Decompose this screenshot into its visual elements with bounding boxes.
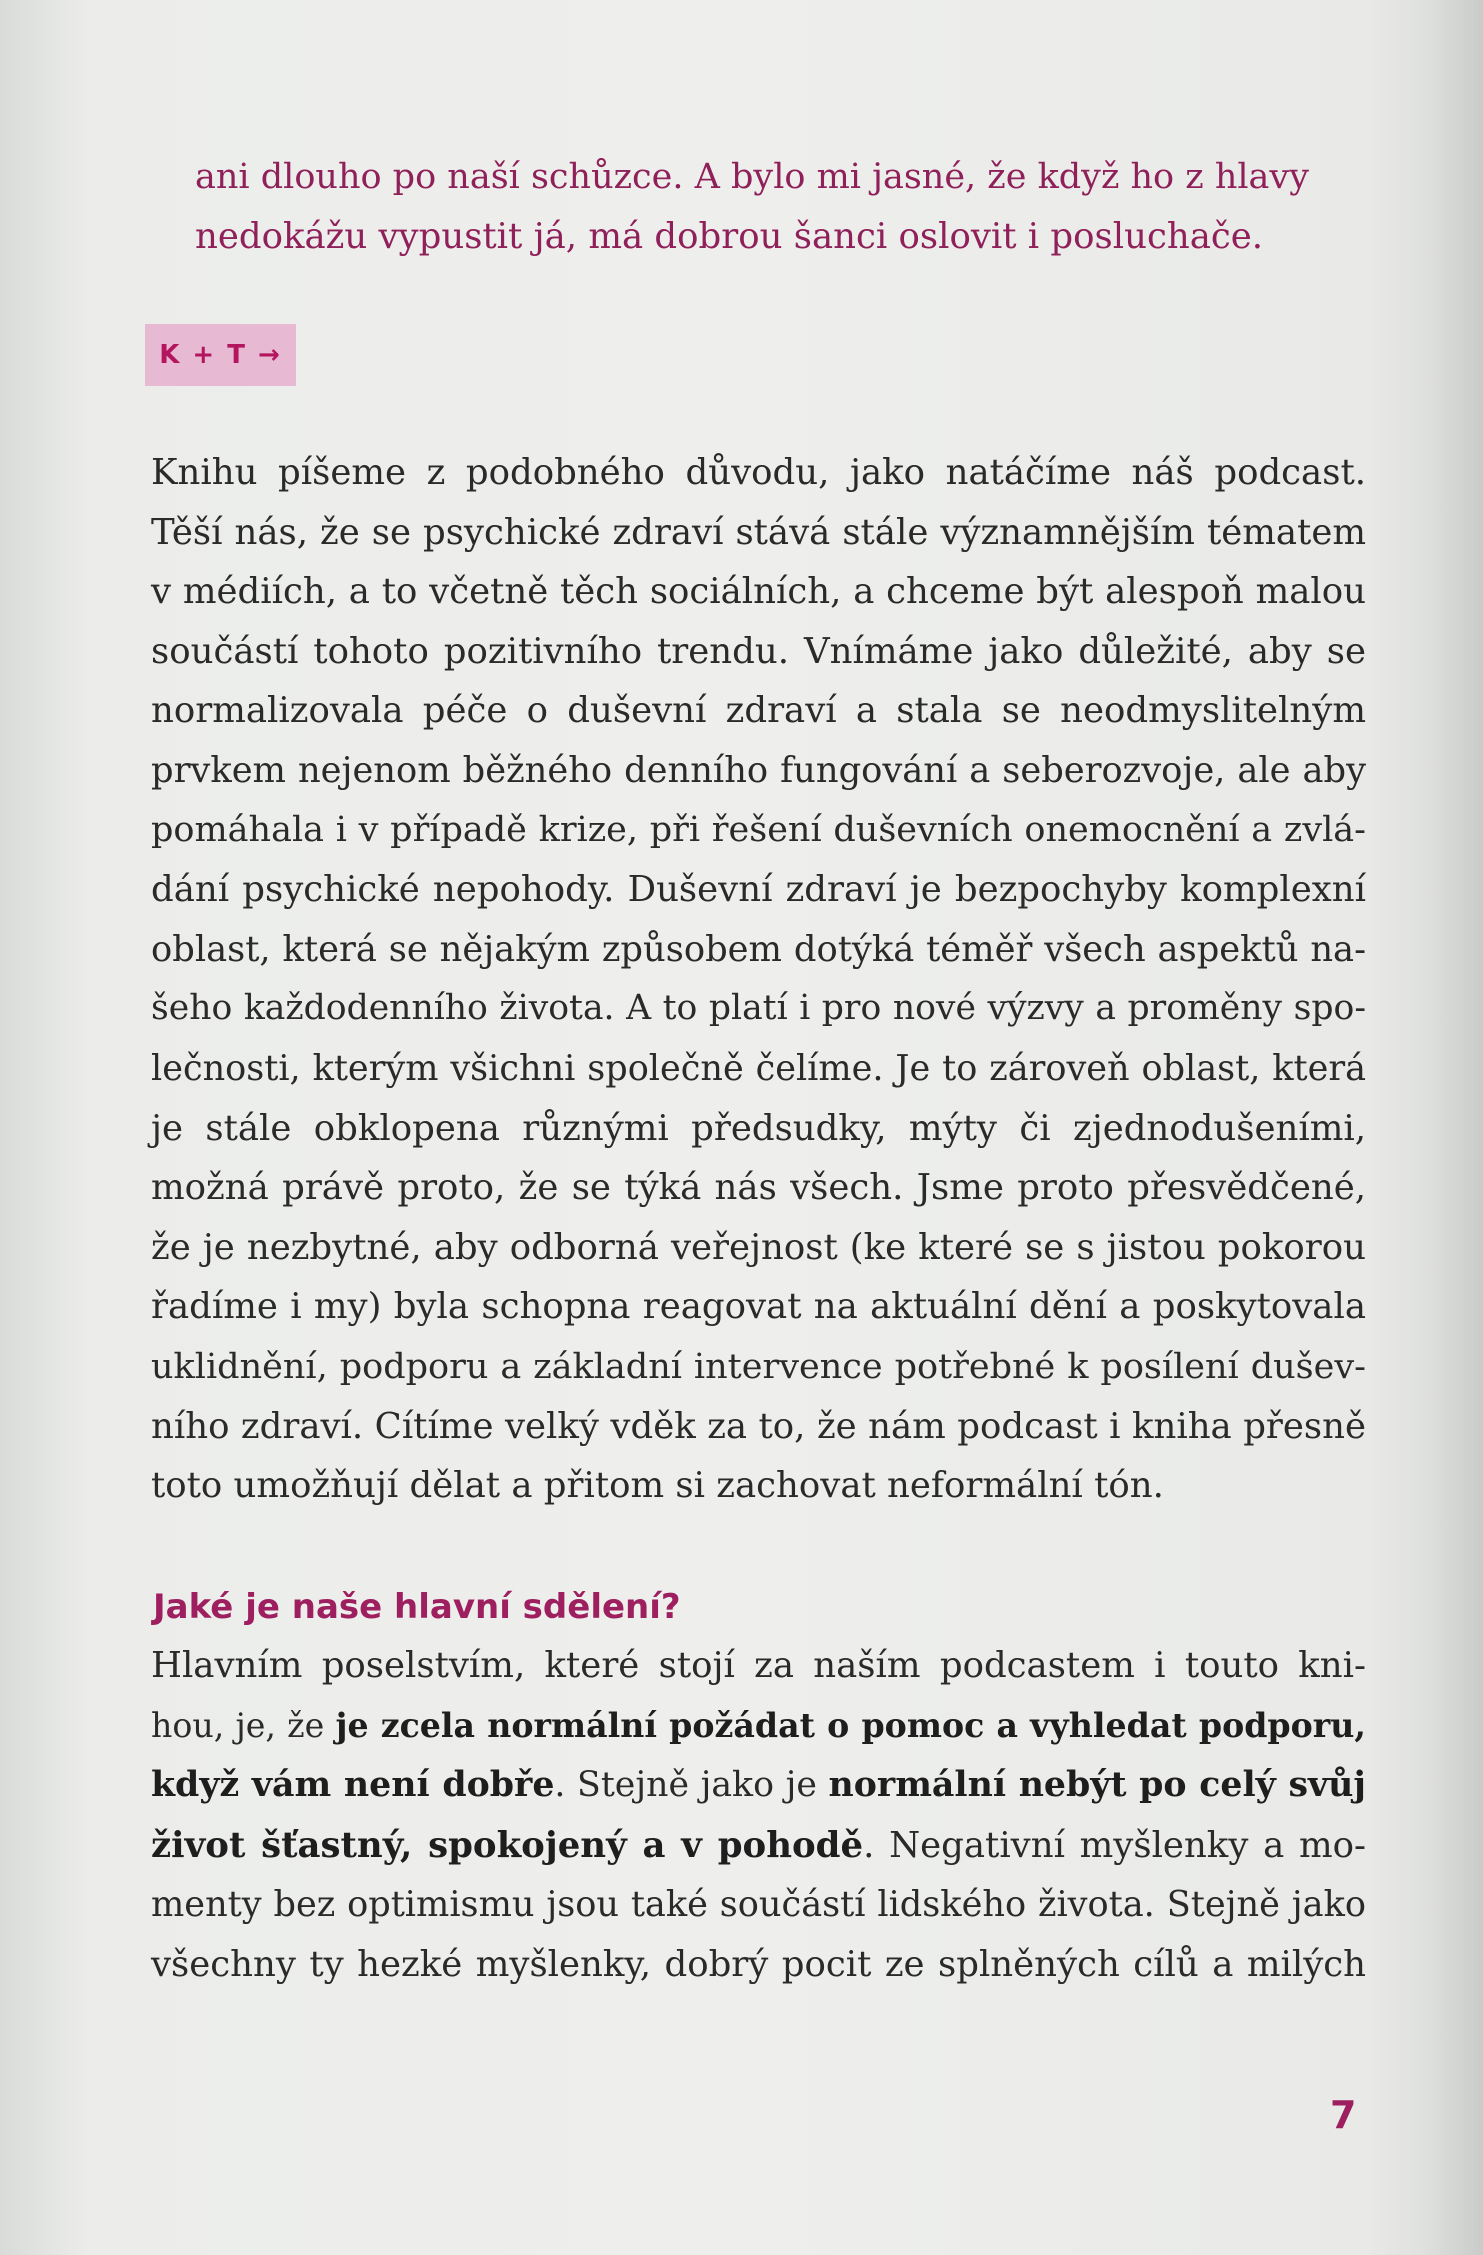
text-line: dání psychické nepohody. Duševní zdraví je bezpochyby komplexní — [151, 869, 1366, 911]
text-line: uklidnění, podporu a základní intervence potřebné k posílení dušev- — [151, 1345, 1366, 1387]
section-heading: Jaké je naše hlavní sdělení? — [153, 1587, 681, 1627]
text-line — [151, 1816, 1366, 1876]
text-line: menty bez optimismu jsou také součástí lidského života. Stejně jako — [151, 1884, 1366, 1926]
bold-run: je zcela normální požádat o pomoc a vyhledat podporu, — [335, 1705, 1366, 1745]
text-run: . Stejně jako je — [554, 1765, 829, 1806]
text-line: ního zdraví. Cítíme velký vděk za to, že nám podcast i kniha přesně — [151, 1405, 1366, 1447]
text-line: Těší nás, že se psychické zdraví stává stále významnějším tématem — [151, 511, 1366, 553]
text-line: oblast, která se nějakým způsobem dotýká téměř všech aspektů na- — [151, 928, 1366, 970]
bold-run: život šťastný, spokojený a v pohodě — [151, 1824, 864, 1866]
author-tag: K + T → — [145, 324, 296, 386]
text-line: součástí tohoto pozitivního trendu. Vnímáme jako důležité, aby se — [151, 630, 1366, 672]
text-line: lečnosti, kterým všichni společně čelíme. Je to zároveň oblast, která — [151, 1047, 1366, 1089]
text-line: že je nezbytné, aby odborná veřejnost (ke které se s jistou pokorou — [151, 1226, 1366, 1268]
intro-line: ani dlouho po naší schůzce. A bylo mi jasné, že když ho z hlavy — [195, 157, 1309, 197]
intro-text — [195, 148, 1315, 266]
text-line — [151, 1755, 1366, 1816]
text-line: prvkem nejenom běžného denního fungování a seberozvoje, ale aby — [151, 749, 1366, 791]
text-line: Knihu píšeme z podobného důvodu, jako natáčíme náš podcast. — [151, 452, 1366, 493]
text-line: normalizovala péče o duševní zdraví a stala se neodmyslitelným — [151, 690, 1366, 732]
text-line: všechny ty hezké myšlenky, dobrý pocit ze splněných cílů a milých — [151, 1943, 1366, 1985]
text-line: Hlavním poselstvím, které stojí za naším podcastem i touto kni- — [151, 1645, 1366, 1686]
text-line: možná právě proto, že se týká nás všech. Jsme proto přesvědčené, — [151, 1167, 1366, 1209]
intro-line: nedokážu vypustit já, má dobrou šanci oslovit i posluchače. — [195, 216, 1264, 257]
text-run: hou, je, že — [151, 1705, 336, 1745]
text-line: šeho každodenního života. A to platí i pro nové výzvy a proměny spo- — [151, 988, 1366, 1029]
page-number: 7 — [1330, 2093, 1357, 2137]
text-line: v médiích, a to včetně těch sociálních, a chceme být alespoň malou — [151, 571, 1366, 613]
text-line: pomáhala i v případě krize, při řešení duševních onemocnění a zvlá- — [151, 809, 1366, 850]
text-line: je stále obklopena různými předsudky, mýty či zjednodušeními, — [151, 1107, 1366, 1149]
bold-run: když vám není dobře — [151, 1764, 555, 1806]
text-run: . Negativní myšlenky a mo- — [863, 1824, 1366, 1866]
paragraph-1 — [151, 443, 1366, 1516]
text-line — [151, 1696, 1366, 1756]
bold-run: normální nebýt po celý svůj — [828, 1764, 1366, 1806]
paragraph-2 — [151, 1636, 1366, 1995]
text-line: toto umožňují dělat a přitom si zachovat neformální tón. — [151, 1465, 1164, 1507]
text-line: řadíme i my) byla schopna reagovat na aktuální dění a poskytovala — [151, 1286, 1366, 1328]
